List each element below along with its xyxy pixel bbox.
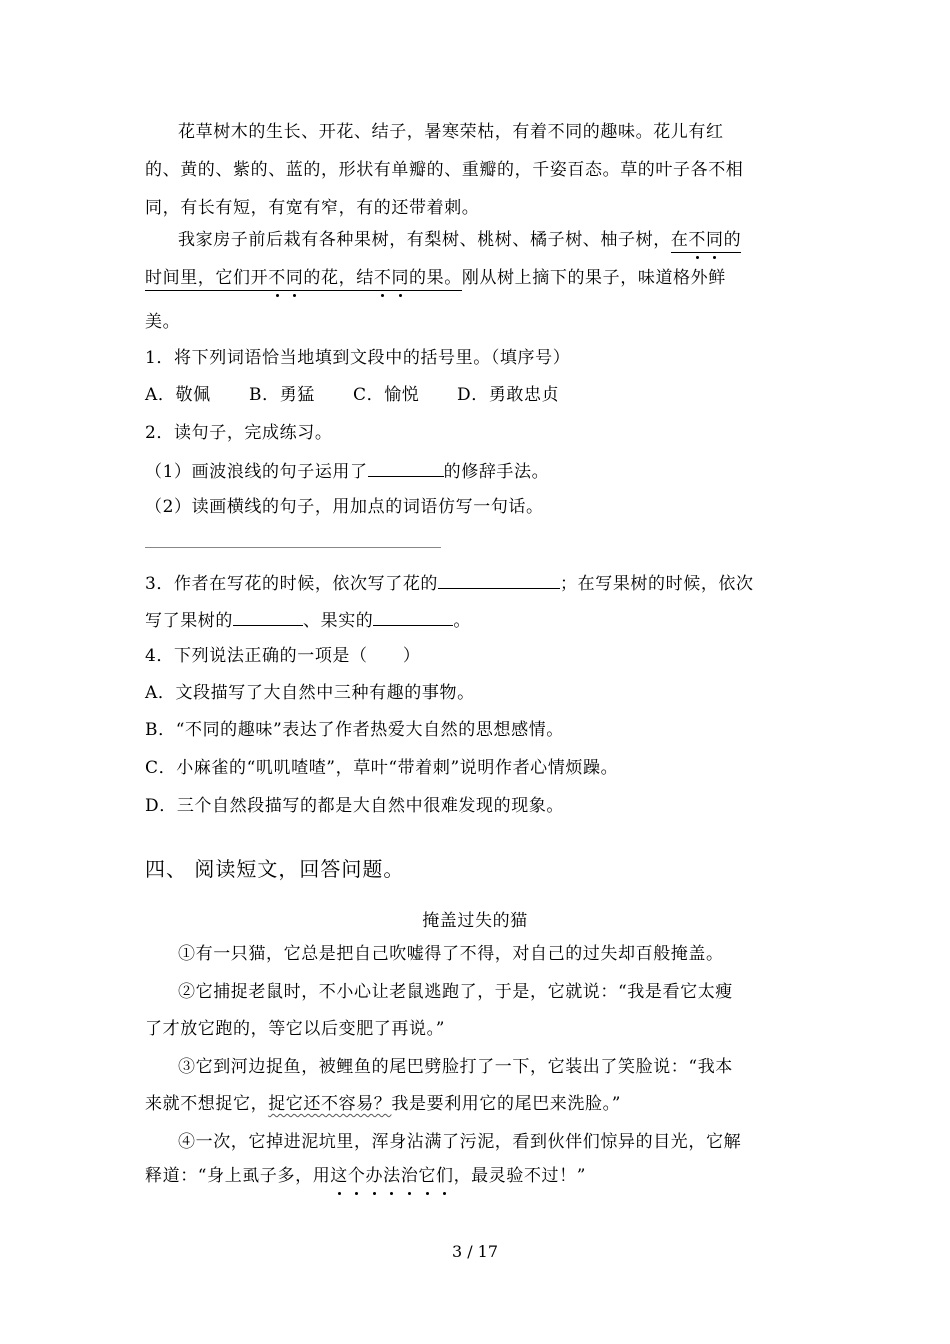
- passage-text: 刚从树上摘下的果子，味道格外鲜: [461, 268, 726, 288]
- question-4: 4．下列说法正确的一项是（ ）: [145, 646, 421, 666]
- option-b: B．勇猛: [249, 385, 315, 405]
- dotted-char: 同: [706, 230, 724, 250]
- passage-text: 我家房子前后栽有各种果树，有梨树、桃树、橘子树、柚子树，: [178, 230, 671, 250]
- passage-text: 的: [723, 230, 742, 250]
- story-line: ④一次，它掉进泥坑里，浑身沾满了污泥，看到伙伴们惊异的目光，它解: [178, 1132, 742, 1152]
- question-2-1: [145, 460, 549, 482]
- question-text: ；在写果树的时候，依次: [560, 574, 754, 594]
- passage-line: [178, 230, 741, 250]
- dotted-char: 们: [435, 1166, 454, 1186]
- dotted-char: 同: [391, 268, 410, 288]
- passage-text: 的果。: [409, 268, 462, 288]
- passage-text: 在: [670, 230, 689, 250]
- question-3-cont: [145, 609, 471, 631]
- wavy-underlined-sentence: 捉它还不容易？: [268, 1094, 392, 1114]
- story-text: 我是要利用它的尾巴来洗脸。”: [391, 1094, 621, 1114]
- passage-text: 的花，结: [303, 268, 374, 288]
- answer-blank[interactable]: [368, 460, 444, 477]
- story-line: ①有一只猫，它总是把自己吹嘘得了不得，对自己的过失却百般掩盖。: [178, 944, 724, 964]
- dotted-char: 这: [330, 1166, 348, 1186]
- underlined-sentence: [145, 268, 462, 291]
- answer-line[interactable]: [145, 547, 441, 548]
- dotted-char: 它: [418, 1166, 436, 1186]
- question-2: 2．读句子，完成练习。: [145, 423, 333, 443]
- story-text: 释道：“身上虱子多，用: [145, 1166, 331, 1186]
- passage-line: 美。: [145, 312, 181, 332]
- story-line: [145, 1094, 621, 1114]
- answer-blank[interactable]: [233, 609, 303, 626]
- question-1-options: [145, 385, 559, 405]
- dotted-char: 办: [365, 1166, 384, 1186]
- question-text: 写了果树的: [145, 611, 233, 631]
- story-text: 来就不想捉它，: [145, 1094, 269, 1114]
- story-line: ③它到河边捉鱼，被鲤鱼的尾巴劈脸打了一下，它装出了笑脸说：“我本: [178, 1057, 733, 1077]
- story-line: 了才放它跑的，等它以后变肥了再说。”: [145, 1019, 445, 1039]
- answer-blank[interactable]: [438, 572, 560, 589]
- passage-line: 的、黄的、紫的、蓝的，形状有单瓣的、重瓣的，千姿百态。草的叶子各不相: [145, 160, 744, 180]
- dotted-char: 法: [383, 1166, 401, 1186]
- section-heading: 四、 阅读短文，回答问题。: [145, 857, 405, 881]
- passage-text: 时间里，它们开: [145, 268, 269, 288]
- question-text: 的修辞手法。: [443, 462, 550, 482]
- option-a: A．敬佩: [145, 385, 211, 405]
- question-4-option-a: A．文段描写了大自然中三种有趣的事物。: [145, 683, 475, 703]
- story-title: 掩盖过失的猫: [422, 911, 528, 931]
- dotted-char: 个: [347, 1166, 366, 1186]
- option-d: D．勇敢忠贞: [457, 385, 560, 405]
- story-line: [145, 1166, 586, 1186]
- question-4-option-b: B．“不同的趣味”表达了作者热爱大自然的思想感情。: [145, 720, 564, 740]
- question-text: 。: [453, 611, 472, 631]
- answer-blank[interactable]: [373, 609, 453, 626]
- passage-line: 同，有长有短，有宽有窄，有的还带着刺。: [145, 198, 480, 218]
- question-2-2: （2）读画横线的句子，用加点的词语仿写一句话。: [145, 497, 544, 517]
- dotted-char: 治: [400, 1166, 419, 1186]
- dotted-char: 不: [688, 230, 707, 250]
- question-1: 1．将下列词语恰当地填到文段中的括号里。（填序号）: [145, 348, 571, 368]
- passage-line: [145, 268, 726, 288]
- question-text: 、果实的: [303, 611, 374, 631]
- dotted-char: 不: [373, 268, 392, 288]
- page-number: 3 / 17: [451, 1242, 499, 1261]
- question-4-option-c: C．小麻雀的“叽叽喳喳”，草叶“带着刺”说明作者心情烦躁。: [145, 758, 619, 778]
- dotted-char: 不: [268, 268, 286, 288]
- underlined-sentence: [671, 230, 741, 253]
- dotted-char: 同: [285, 268, 304, 288]
- question-4-option-d: D．三个自然段描写的都是大自然中很难发现的现象。: [145, 796, 565, 816]
- story-line: ②它捕捉老鼠时，不小心让老鼠逃跑了，于是，它就说：“我是看它太瘦: [178, 982, 733, 1002]
- question-text: 3．作者在写花的时候，依次写了花的: [145, 574, 439, 594]
- question-3: [145, 572, 754, 594]
- passage-line: 花草树木的生长、开花、结子，暑寒荣枯，有着不同的趣味。花儿有红: [178, 122, 724, 142]
- question-text: （1）画波浪线的句子运用了: [145, 462, 368, 482]
- option-c: C．愉悦: [353, 385, 420, 405]
- story-text: ，最灵验不过！”: [453, 1166, 587, 1186]
